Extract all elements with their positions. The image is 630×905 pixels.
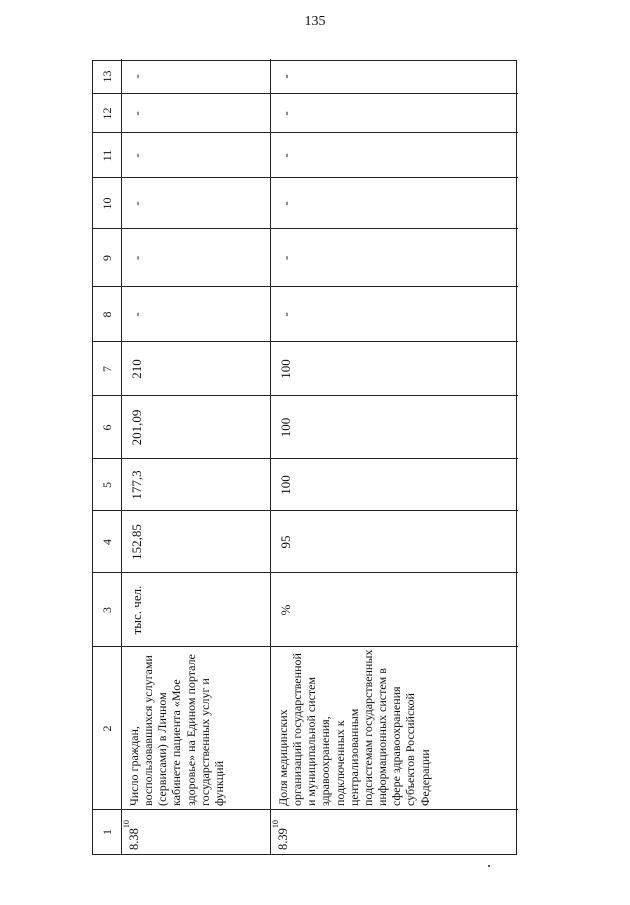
row-code: 8.39 (276, 828, 290, 850)
indicator-name: Доля медицинских организаций государственной и муниципальной систем здравоохранения, подключенных к централизованным подсистемам государственных информационных систем в сфере здравоохранения субъектов Российской Федерации (276, 649, 432, 806)
indicator-name: Число граждан, воспользовавшихся услугами (сервисами) в Личном кабинете пациента «Мое здоровье» на Едином портале государственных услуг и функций (127, 654, 226, 806)
column-header: 13 (99, 70, 114, 83)
value-cell: - (278, 201, 293, 206)
value-cell: 100 (278, 359, 293, 379)
column-header: 12 (99, 107, 114, 120)
column-header: 10 (99, 197, 114, 210)
row-code: 8.38 (127, 828, 141, 850)
value-cell: 100 (278, 417, 293, 438)
table-row-code: 8.38 10 (122, 820, 141, 850)
value-cell: - (278, 74, 293, 79)
column-header: 5 (99, 482, 114, 488)
page-number: 135 (304, 14, 326, 29)
column-header: 11 (99, 149, 114, 162)
scan-artifact (488, 865, 490, 867)
value-cell: - (129, 111, 144, 116)
column-header: 7 (99, 366, 114, 372)
column-header: 6 (99, 424, 114, 431)
column-header: 8 (99, 311, 114, 318)
column-header: 3 (99, 607, 114, 613)
value-cell: 177,3 (129, 470, 144, 500)
column-header: 9 (99, 255, 114, 261)
column-header: 1 (99, 829, 114, 835)
value-cell: 201,09 (129, 409, 144, 446)
table-row-code: 8.39 10 (271, 820, 290, 850)
value-cell: 210 (129, 359, 144, 379)
column-header: 4 (99, 539, 114, 545)
value-cell: - (129, 255, 144, 261)
value-cell: - (278, 312, 293, 317)
unit-cell: % (278, 604, 293, 616)
value-cell: - (129, 74, 144, 79)
column-header: 2 (99, 725, 114, 732)
rotated-table (92, 60, 517, 855)
value-cell: - (129, 153, 144, 158)
value-cell: - (129, 312, 144, 317)
table-frame (92, 60, 517, 855)
value-cell: - (129, 201, 144, 206)
unit-cell: тыс. чел. (129, 585, 144, 635)
value-cell: 152,85 (129, 524, 144, 560)
value-cell: - (278, 255, 293, 261)
value-cell: - (278, 153, 293, 158)
value-cell: - (278, 111, 293, 116)
value-cell: 100 (278, 475, 293, 495)
value-cell: 95 (278, 535, 293, 549)
